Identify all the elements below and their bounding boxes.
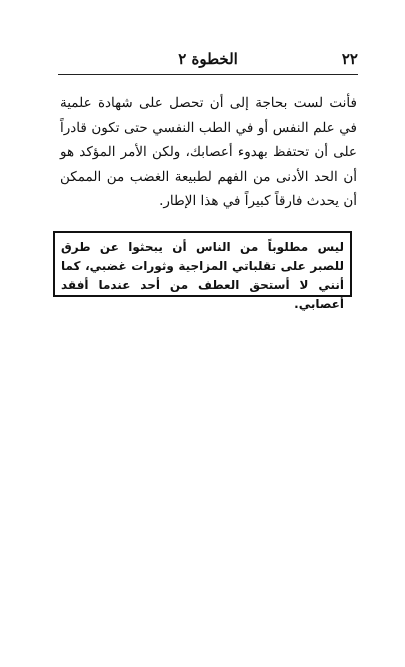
header-rule [58,74,358,75]
running-header [58,49,358,77]
callout-text: ليس مطلوباً من الناس أن يبحثوا عن طرق للصبر على تقلباتي المزاجية وثورات غضبي، كما أنني لا أستحق العطف من أحد عندما أفقد أعصابي. [61,240,344,311]
body-paragraph: فأنت لست بحاجة إلى أن تحصل على شهادة علمية في علم النفس أو في الطب النفسي حتى تكون قادراً على أن تحتفظ بهدوء أعصابك، ولكن الأمر المؤكد هو أن الحد الأدنى من الفهم لطبيعة الغضب من الممكن أن يحدث فارقاً كبيراً في هذا الإطار. [60,95,357,209]
page-number: ٢٢ [341,50,358,68]
chapter-title: الخطوة ٢ [178,50,238,68]
callout-box [53,231,352,311]
